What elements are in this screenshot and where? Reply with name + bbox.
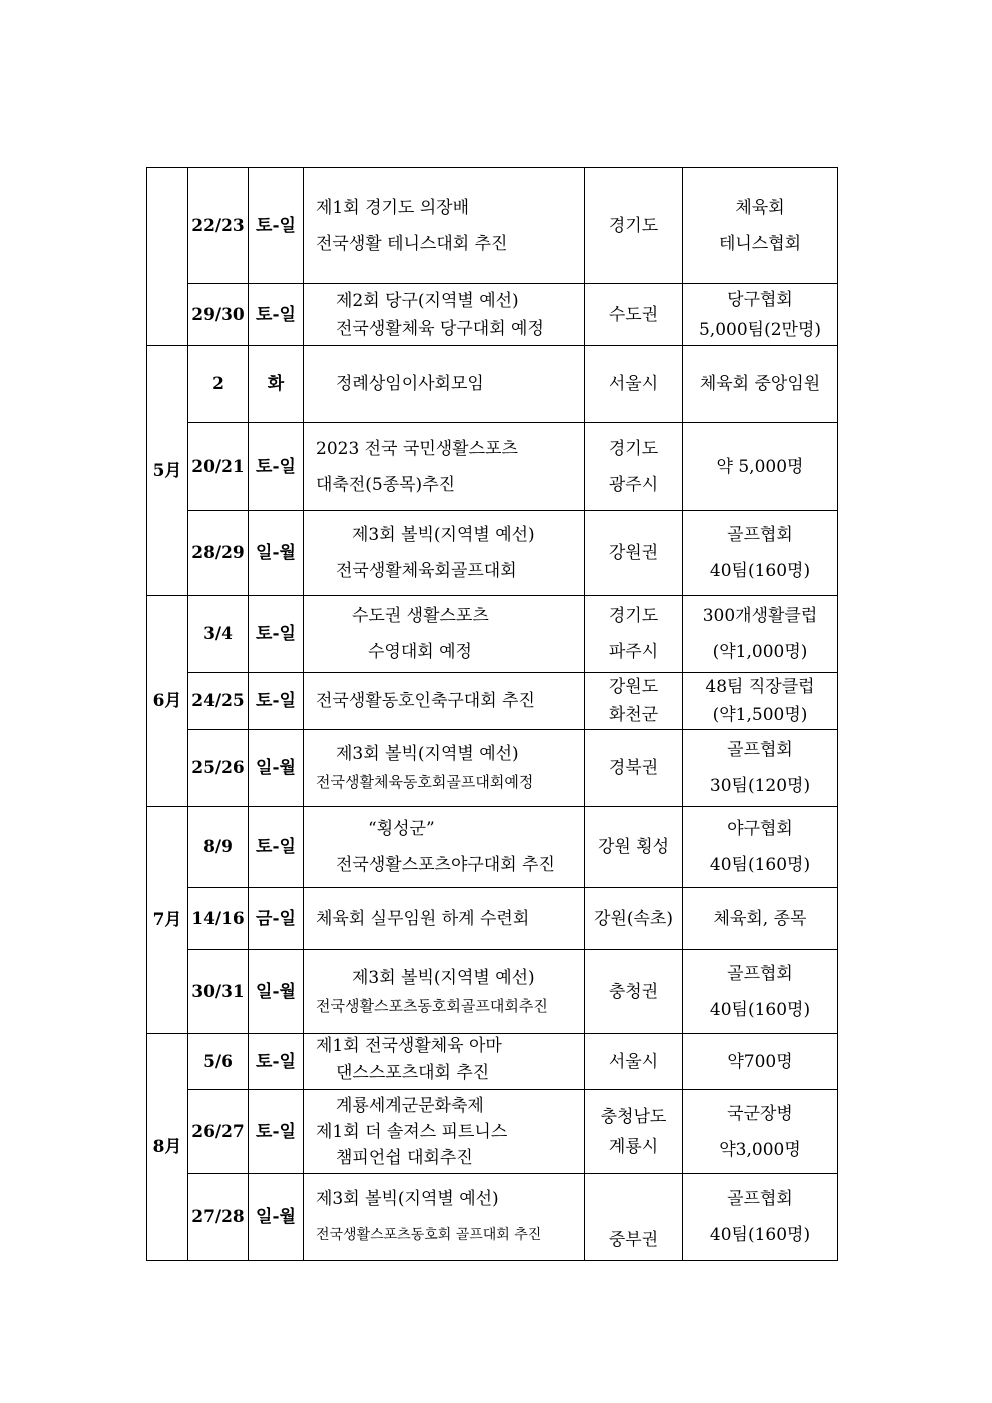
- date-cell: 30/31: [188, 950, 249, 1034]
- org-cell: [683, 284, 838, 346]
- event-line: 정례상임이사회모임: [336, 374, 484, 394]
- event-cell: [304, 673, 585, 730]
- org-line: 골프협회: [727, 963, 793, 984]
- event-cell: [304, 730, 585, 807]
- event-line: 제1회 전국생활체육 아마: [316, 1035, 502, 1056]
- day-cell: 일-월: [249, 511, 304, 596]
- event-cell: [304, 807, 585, 888]
- org-line: 국군장병: [727, 1103, 793, 1124]
- event-line: 제2회 당구(지역별 예선): [336, 290, 519, 311]
- place-line: 경기도: [608, 215, 659, 236]
- day-cell: 토-일: [249, 168, 304, 284]
- event-line: 전국생활체육 당구대회 예정: [336, 318, 544, 339]
- org-line: 야구협회: [727, 819, 793, 839]
- org-line: 골프협회: [727, 525, 793, 545]
- org-line: 당구협회: [727, 289, 793, 310]
- event-cell: [304, 511, 585, 596]
- event-cell: [304, 596, 585, 673]
- date-cell: 26/27: [188, 1090, 249, 1174]
- org-line: 체육회, 종목: [713, 908, 807, 929]
- event-line: 제3회 볼빅(지역별 예선): [352, 967, 535, 988]
- place-cell: [585, 284, 683, 346]
- event-line: 제3회 볼빅(지역별 예선): [352, 525, 535, 545]
- place-line: 충청남도: [600, 1106, 667, 1127]
- day-cell: 토-일: [249, 807, 304, 888]
- table-row: [147, 423, 838, 511]
- place-line: 수도권: [608, 304, 659, 325]
- place-line: 강원(속초): [594, 908, 673, 929]
- table-row: [147, 511, 838, 596]
- org-line: 약3,000명: [719, 1139, 801, 1160]
- table-row: [147, 673, 838, 730]
- event-line: 대축전(5종목)추진: [316, 474, 456, 495]
- month-cell: 8月: [147, 1034, 188, 1261]
- event-line: 계룡세계군문화축제: [336, 1095, 484, 1116]
- org-line: 40팀(160명): [709, 855, 811, 875]
- org-line: (약1,000명): [712, 642, 808, 662]
- event-line: 2023 전국 국민생활스포츠: [316, 438, 518, 459]
- event-line: 전국생활 테니스대회 추진: [316, 233, 508, 254]
- event-cell: [304, 1174, 585, 1261]
- schedule-table: [146, 167, 838, 1261]
- event-cell: [304, 888, 585, 950]
- date-cell: 2: [188, 346, 249, 423]
- day-cell: 일-월: [249, 1174, 304, 1261]
- date-cell: 27/28: [188, 1174, 249, 1261]
- place-cell: [585, 730, 683, 807]
- place-line: 경기도: [608, 438, 659, 459]
- table-row: [147, 1174, 838, 1261]
- org-cell: [683, 346, 838, 423]
- place-line: 광주시: [608, 474, 659, 495]
- place-cell: [585, 168, 683, 284]
- event-line: 전국생활체육동호회골프대회예정: [316, 773, 534, 791]
- date-cell: 20/21: [188, 423, 249, 511]
- place-cell: [585, 511, 683, 596]
- place-cell: [585, 1090, 683, 1174]
- event-line: “횡성군”: [368, 819, 435, 839]
- place-cell: [585, 1034, 683, 1090]
- place-cell: [585, 1174, 683, 1261]
- day-cell: 일-월: [249, 730, 304, 807]
- org-line: 골프협회: [727, 1189, 793, 1209]
- place-cell: [585, 423, 683, 511]
- place-line: 강원도: [608, 677, 659, 697]
- place-line: 강원권: [608, 543, 659, 563]
- day-cell: 토-일: [249, 1090, 304, 1174]
- org-cell: [683, 673, 838, 730]
- event-cell: [304, 1034, 585, 1090]
- date-cell: 8/9: [188, 807, 249, 888]
- event-cell: [304, 1090, 585, 1174]
- event-line: 전국생활스포츠야구대회 추진: [336, 855, 555, 875]
- table-row: [147, 730, 838, 807]
- month-cell: 6月: [147, 596, 188, 807]
- org-cell: [683, 950, 838, 1034]
- org-line: 체육회 중앙임원: [699, 374, 821, 394]
- table-row: [147, 888, 838, 950]
- org-line: 체육회: [735, 197, 785, 218]
- org-cell: [683, 511, 838, 596]
- org-cell: [683, 168, 838, 284]
- event-cell: [304, 284, 585, 346]
- date-cell: 14/16: [188, 888, 249, 950]
- org-cell: [683, 1034, 838, 1090]
- org-line: 40팀(160명): [709, 999, 811, 1020]
- date-cell: 3/4: [188, 596, 249, 673]
- org-line: 300개생활클럽: [702, 606, 818, 626]
- month-cell: 7月: [147, 807, 188, 1034]
- org-cell: [683, 1090, 838, 1174]
- org-cell: [683, 1174, 838, 1261]
- event-line: 전국생활체육회골프대회: [336, 561, 517, 581]
- place-line: 경북권: [608, 758, 659, 778]
- day-cell: 일-월: [249, 950, 304, 1034]
- table-row: [147, 807, 838, 888]
- date-cell: 5/6: [188, 1034, 249, 1090]
- place-cell: [585, 950, 683, 1034]
- place-line: 충청권: [608, 981, 659, 1002]
- table-row: [147, 1090, 838, 1174]
- org-line: 40팀(160명): [709, 1225, 811, 1245]
- date-cell: 22/23: [188, 168, 249, 284]
- place-line: 서울시: [608, 374, 659, 394]
- place-cell: [585, 673, 683, 730]
- org-line: 48팀 직장클럽: [705, 677, 815, 697]
- place-line: 화천군: [608, 705, 659, 725]
- day-cell: 토-일: [249, 596, 304, 673]
- place-cell: [585, 346, 683, 423]
- month-cell: 5月: [147, 346, 188, 596]
- place-cell: [585, 807, 683, 888]
- place-line: 중부권: [608, 1230, 659, 1250]
- table-row: [147, 168, 838, 284]
- table-row: [147, 596, 838, 673]
- event-line: 제3회 볼빅(지역별 예선): [336, 744, 519, 764]
- day-cell: 금-일: [249, 888, 304, 950]
- event-cell: [304, 423, 585, 511]
- day-cell: 토-일: [249, 423, 304, 511]
- day-cell: 화: [249, 346, 304, 423]
- place-cell: [585, 888, 683, 950]
- place-line: 파주시: [608, 642, 659, 662]
- event-line: 전국생활스포츠동호회골프대회추진: [316, 996, 548, 1015]
- table-row: [147, 284, 838, 346]
- org-cell: [683, 730, 838, 807]
- event-line: 제3회 볼빅(지역별 예선): [316, 1189, 499, 1209]
- org-cell: [683, 423, 838, 511]
- event-line: 챔피언쉽 대회추진: [336, 1147, 473, 1168]
- place-line: 서울시: [608, 1051, 659, 1072]
- event-cell: [304, 346, 585, 423]
- day-cell: 토-일: [249, 1034, 304, 1090]
- table-row: [147, 1034, 838, 1090]
- event-line: 전국생활동호인축구대회 추진: [316, 691, 535, 711]
- event-line: 전국생활스포츠동호회 골프대회 추진: [316, 1227, 542, 1243]
- org-line: 약700명: [727, 1051, 793, 1072]
- place-cell: [585, 596, 683, 673]
- org-line: 5,000팀(2만명): [698, 319, 821, 340]
- org-line: (약1,500명): [712, 705, 808, 725]
- place-line: 경기도: [608, 606, 659, 626]
- table-row: [147, 950, 838, 1034]
- event-line: 제1회 경기도 의장배: [316, 197, 469, 218]
- day-cell: 토-일: [249, 673, 304, 730]
- place-line: 강원 횡성: [597, 837, 670, 857]
- date-cell: 25/26: [188, 730, 249, 807]
- day-cell: 토-일: [249, 284, 304, 346]
- place-line: 계룡시: [608, 1136, 659, 1157]
- org-line: 약 5,000명: [716, 456, 804, 477]
- org-line: 테니스협회: [718, 233, 802, 254]
- org-cell: [683, 596, 838, 673]
- month-cell: [147, 168, 188, 346]
- date-cell: 24/25: [188, 673, 249, 730]
- event-line: 제1회 더 솔져스 피트니스: [316, 1121, 508, 1142]
- org-line: 골프협회: [727, 740, 793, 760]
- event-line: 수영대회 예정: [368, 642, 472, 662]
- event-cell: [304, 950, 585, 1034]
- event-line: 수도권 생활스포츠: [352, 606, 489, 626]
- date-cell: 28/29: [188, 511, 249, 596]
- org-cell: [683, 888, 838, 950]
- event-line: 댄스스포츠대회 추진: [336, 1062, 490, 1083]
- org-line: 30팀(120명): [709, 776, 811, 796]
- org-cell: [683, 807, 838, 888]
- event-cell: [304, 168, 585, 284]
- org-line: 40팀(160명): [709, 561, 811, 581]
- date-cell: 29/30: [188, 284, 249, 346]
- table-row: [147, 346, 838, 423]
- event-line: 체육회 실무임원 하계 수련회: [316, 908, 530, 929]
